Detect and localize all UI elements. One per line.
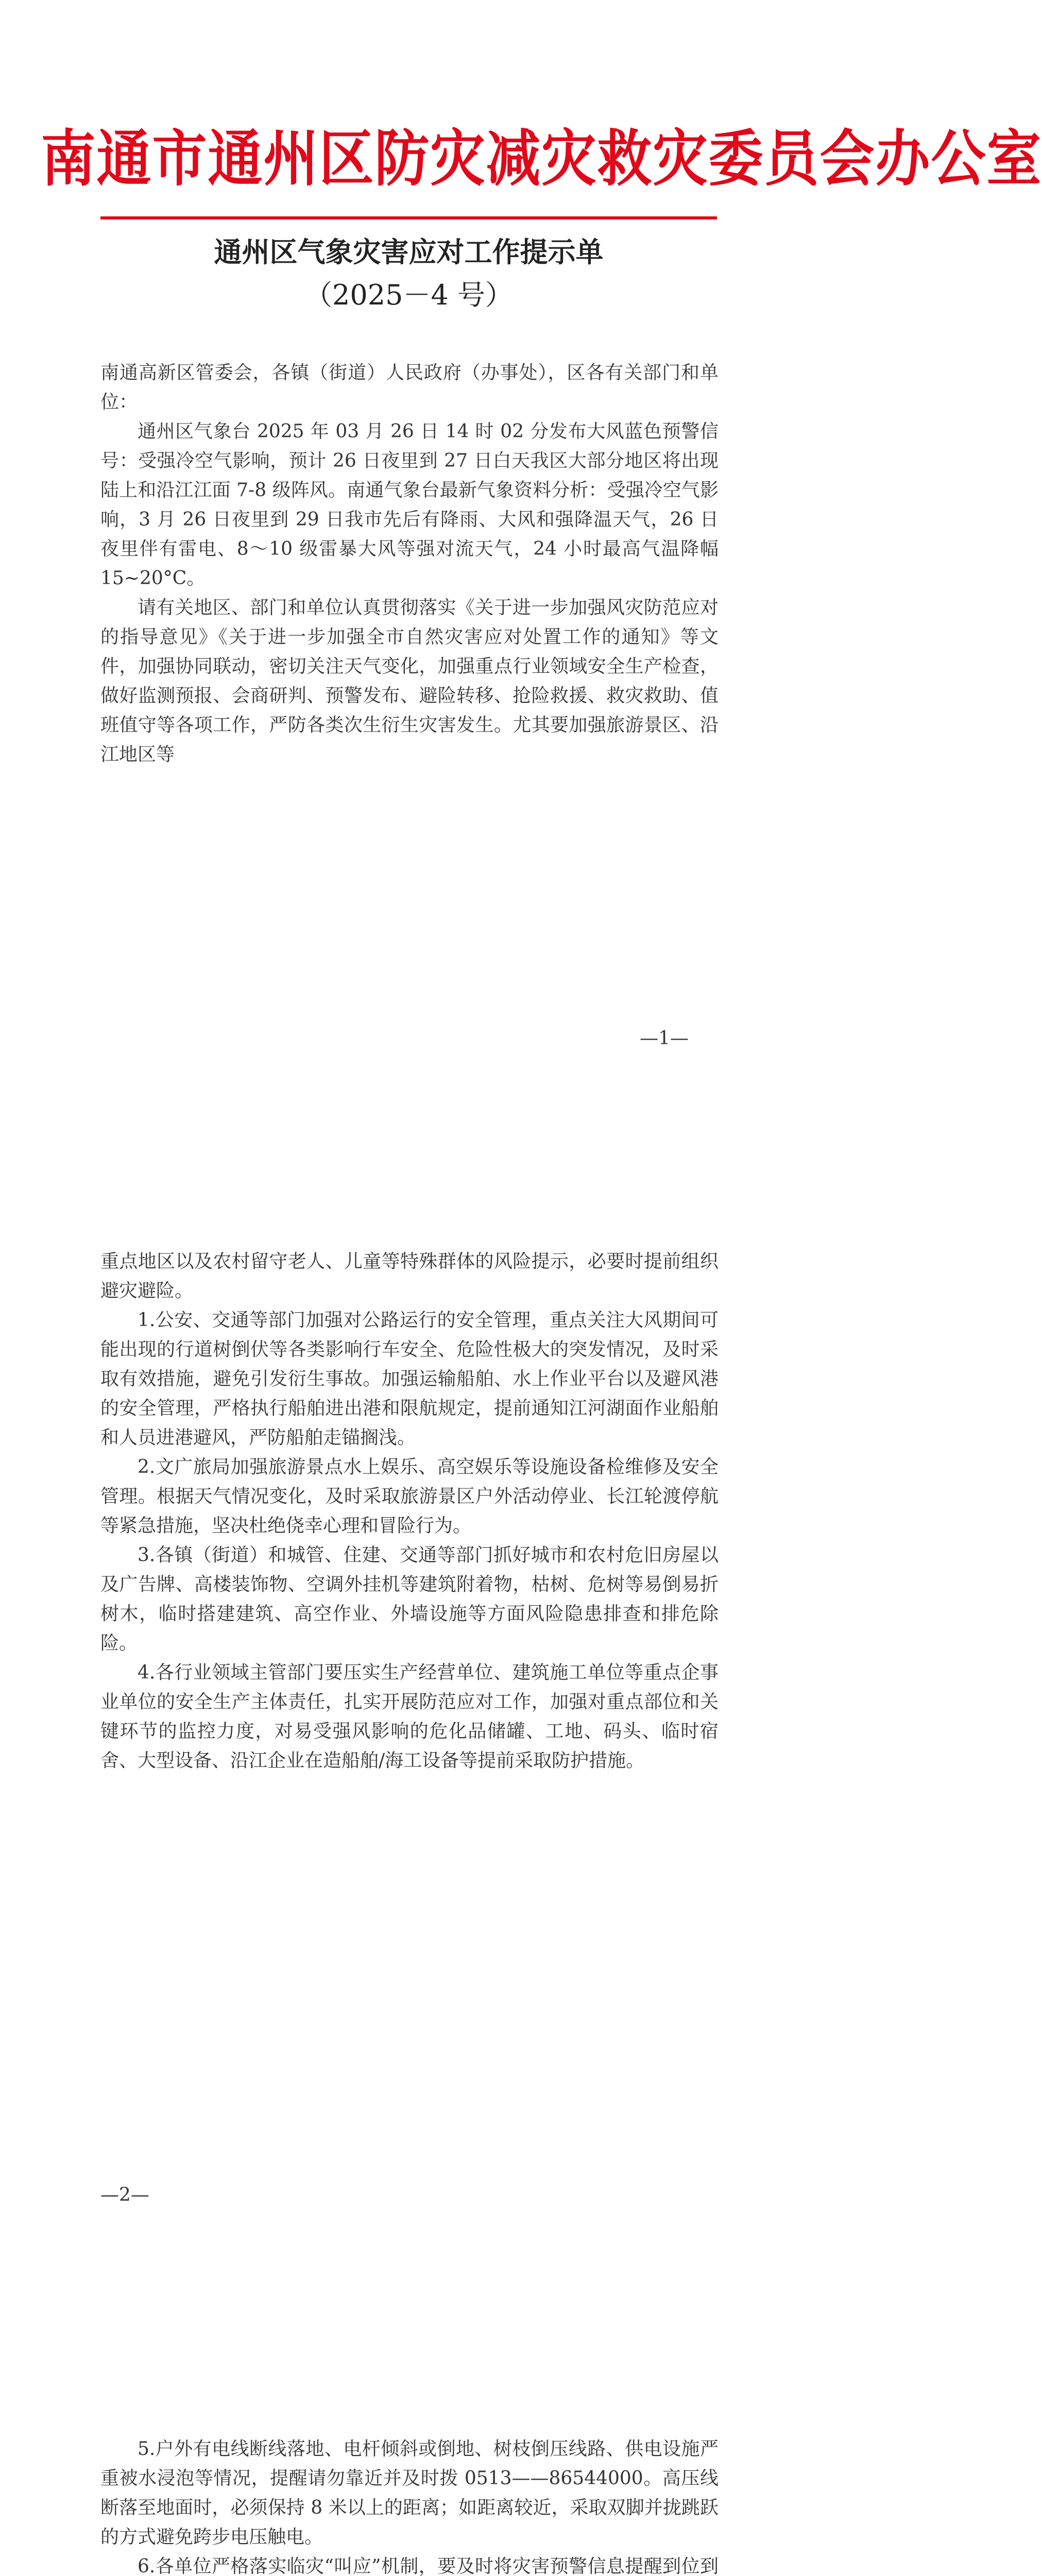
page-2 [0,1175,817,2349]
salutation: 南通高新区管委会，各镇（街道）人民政府（办事处），区各有关部门和单位： [100,362,719,413]
document-number: （2025－4 号） [304,279,513,311]
document-title: 通州区气象灾害应对工作提示单 [214,236,604,268]
list-item-4: 4.各行业领域主管部门要压实生产经营单位、建筑施工单位等重点企事业单位的安全生产主体责任，扎实开展防范应对工作，加强对重点部位和关键环节的监控力度，对易受强风影响的危化品储罐、工地、码头、临时宿舍、大型设备、沿江企业在造船舶/海工设备等提前采取防护措施。 [100,1662,719,1771]
list-item-1: 1.公安、交通等部门加强对公路运行的安全管理，重点关注大风期间可能出现的行道树倒伏等各类影响行车安全、危险性极大的突发情况，及时采取有效措施，避免引发衍生事故。加强运输船舶、水上作业平台以及避风港的安全管理，严格执行船舶进出港和限航规定，提前通知江河湖面作业船舶和人员进港避风，严防船舶走锚搁浅。 [100,1310,719,1448]
page-1-body [100,358,719,769]
page-2-body [100,1247,719,1775]
paragraph-continued: 重点地区以及农村留守老人、儿童等特殊群体的风险提示，必要时提前组织避灾避险。 [100,1251,719,1301]
page-3 [0,2349,817,2576]
paragraph-weather-warning: 通州区气象台 2025 年 03 月 26 日 14 时 02 分发布大风蓝色预警信号：受强冷空气影响，预计 26 日夜里到 27 日白天我区大部分地区将出现陆上和沿江江面 7-8 级阵风。南通气象台最新气象资料分析：受强冷空气影响，3 月 26 日夜里到 29 日我市先后有降雨、大风和强降温天气，26 日夜里伴有雷电、8～10 级雷暴大风等强对流天气，24 小时最高气温降幅 15~20°C。 [100,421,719,589]
paragraph-instructions: 请有关地区、部门和单位认真贯彻落实《关于进一步加强风灾防范应对的指导意见》《关于进一步加强全市自然灾害应对处置工作的通知》等文件，加强协同联动，密切关注天气变化，加强重点行业领域安全生产检查，做好监测预报、会商研判、预警发布、避险转移、抢险救援、救灾救助、值班值守等各项工作，严防各类次生衍生灾害发生。尤其要加强旅游景区、沿江地区等 [100,597,719,765]
page-1 [0,0,1042,1175]
list-item-2: 2.文广旅局加强旅游景点水上娱乐、高空娱乐等设施设备检维修及安全管理。根据天气情况变化，及时采取旅游景区户外活动停业、长江轮渡停航等紧急措施，坚决杜绝侥幸心理和冒险行为。 [100,1456,719,1536]
list-item-3: 3.各镇（街道）和城管、住建、交通等部门抓好城市和农村危旧房屋以及广告牌、高楼装饰物、空调外挂机等建筑附着物，枯树、危树等易倒易折树木，临时搭建建筑、高空作业、外墙设施等方面风险隐患排查和排危除险。 [100,1545,719,1654]
list-item-5: 5.户外有电线断线落地、电杆倾斜或倒地、树枝倒压线路、供电设施严重被水浸泡等情况，提醒请勿靠近并及时拨 0513——86544000。高压线断落至地面时，必须保持 8 米以上的距离；如距离较近，采取双脚并拢跳跃的方式避免跨步电压触电。 [100,2438,719,2548]
page-number-1: —1— [640,1028,689,1049]
masthead-title: 南通市通州区防灾减灾救灾委员会办公室 [41,123,1042,194]
list-item-6: 6.各单位严格落实临灾“叫应”机制，要及时将灾害预警信息提醒到位到 [138,2556,719,2576]
page-3-body [100,2434,719,2576]
red-divider-line [100,216,717,219]
page-number-2: —2— [100,2184,149,2206]
